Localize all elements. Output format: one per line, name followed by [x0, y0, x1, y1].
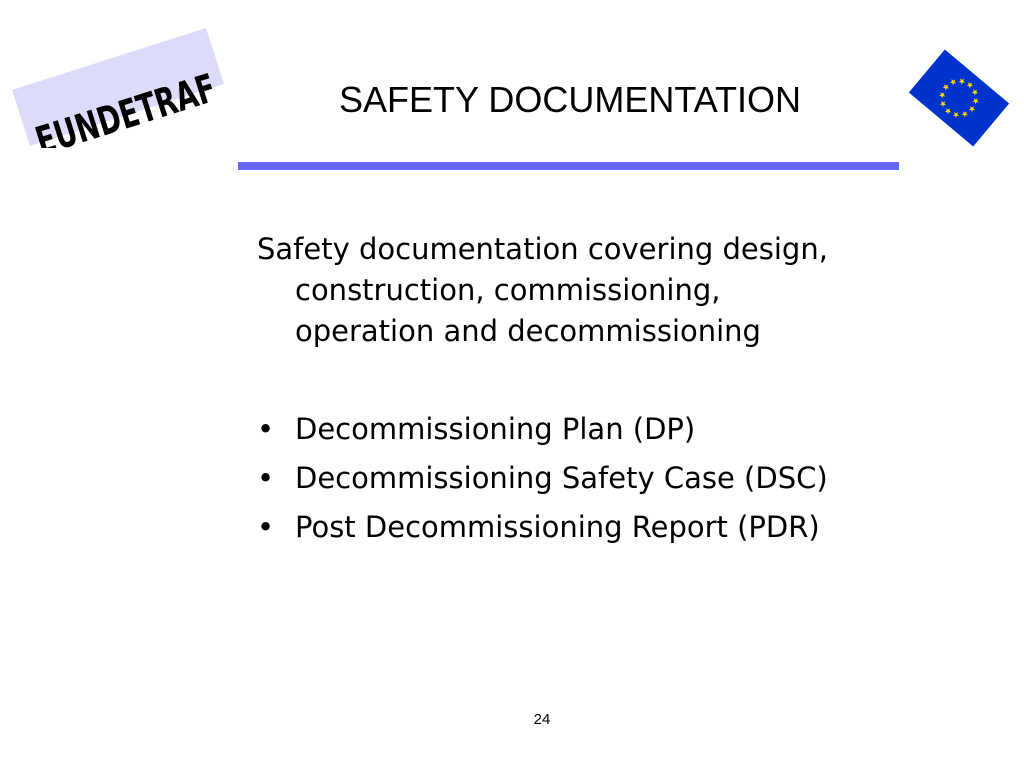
eu-flag-logo	[901, 44, 1017, 152]
bullet-marker: •	[257, 461, 275, 495]
eundetraf-logo-graphic	[10, 28, 226, 148]
eundetraf-logo	[10, 28, 226, 148]
bullet-list	[257, 407, 828, 554]
intro-paragraph	[257, 229, 957, 352]
intro-line: construction, commissioning,	[295, 273, 721, 307]
page-number: 24	[533, 711, 551, 728]
bullet-text: Post Decommissioning Report (PDR)	[295, 510, 820, 544]
intro-line: operation and decommissioning	[295, 314, 761, 348]
intro-line: Safety documentation covering design,	[257, 232, 828, 266]
eu-flag-field	[909, 50, 1009, 147]
bullet-text: Decommissioning Safety Case (DSC)	[295, 461, 828, 495]
bullet-marker: •	[257, 412, 275, 446]
bullet-text: Decommissioning Plan (DP)	[295, 412, 696, 446]
bullet-item	[257, 456, 828, 505]
bullet-item	[257, 505, 828, 554]
logo-text: EUNDETRAF	[30, 62, 226, 148]
title-divider	[238, 162, 899, 170]
bullet-item	[257, 407, 828, 456]
bullet-marker: •	[257, 510, 275, 544]
eu-flag-icon	[901, 44, 1017, 152]
slide-title: SAFETY DOCUMENTATION	[338, 79, 802, 120]
